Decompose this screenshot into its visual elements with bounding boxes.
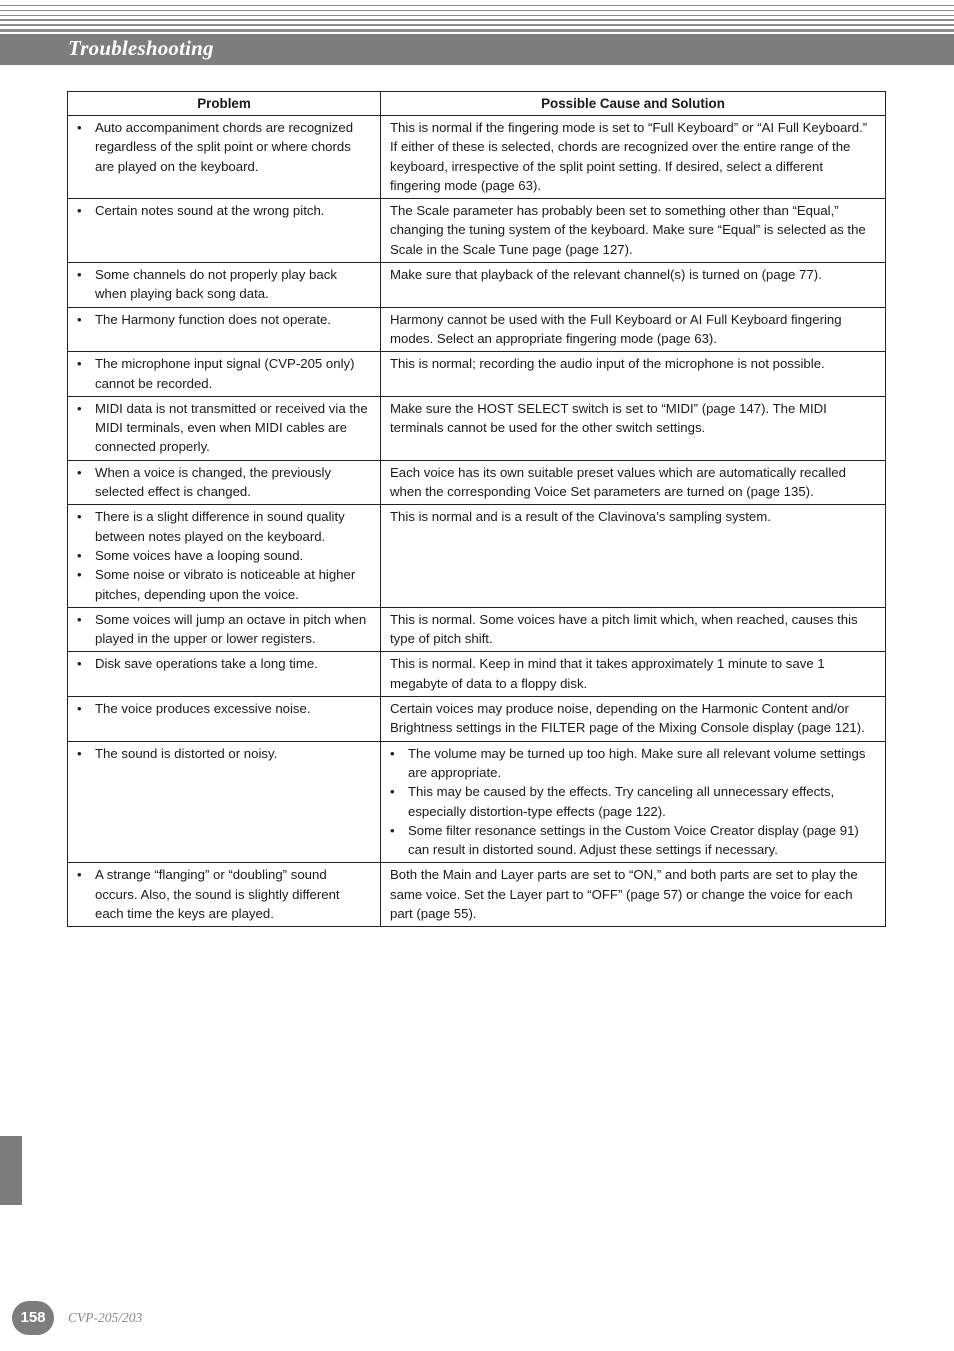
problem-item: • Some voices have a looping sound. — [77, 546, 371, 565]
problem-item: • Some voices will jump an octave in pitch when played in the upper or lower registers. — [77, 610, 371, 649]
table-row — [68, 352, 886, 397]
solution-list — [390, 744, 876, 860]
problem-list — [77, 699, 371, 718]
solution-cell — [381, 741, 886, 863]
problem-cell — [68, 460, 381, 505]
table-row — [68, 199, 886, 263]
table-row — [68, 863, 886, 927]
solution-text: The Scale parameter has probably been set to something other than “Equal,” changing the tuning system of the keyboard. Make sure “Equal” is selected as the Scale in the Scale Tune page (page 127). — [390, 203, 866, 257]
solution-cell — [381, 263, 886, 308]
solution-cell — [381, 652, 886, 697]
problem-item: • Certain notes sound at the wrong pitch. — [77, 201, 371, 220]
problem-item: • Disk save operations take a long time. — [77, 654, 371, 673]
solution-item: • The volume may be turned up too high. Make sure all relevant volume settings are appropriate. — [390, 744, 876, 783]
table-row — [68, 697, 886, 742]
problem-cell — [68, 263, 381, 308]
table-row — [68, 652, 886, 697]
problem-cell — [68, 607, 381, 652]
header-stripe — [0, 24, 954, 26]
page-title: Troubleshooting — [68, 36, 214, 60]
solution-cell — [381, 199, 886, 263]
solution-text: This is normal; recording the audio input of the microphone is not possible. — [390, 356, 825, 372]
problem-list — [77, 654, 371, 673]
problem-item: • The Harmony function does not operate. — [77, 310, 371, 329]
header-stripes — [0, 0, 954, 34]
solution-cell — [381, 307, 886, 352]
solution-text: Certain voices may produce noise, depending on the Harmonic Content and/or Brightness settings in the FILTER page of the Mixing Console display (page 121). — [390, 701, 865, 736]
solution-text: Make sure that playback of the relevant channel(s) is turned on (page 77). — [390, 267, 822, 283]
problem-cell — [68, 116, 381, 199]
header-stripe — [0, 10, 954, 11]
solution-cell — [381, 505, 886, 607]
problem-list — [77, 354, 371, 393]
problem-cell — [68, 741, 381, 863]
solution-text: This is normal if the fingering mode is set to “Full Keyboard” or “AI Full Keyboard.” If either of these is selected, chords are recognized over the entire range of the keyboard, irrespective of the split point setting. If desired, select a different fingering mode (page 63). — [390, 120, 868, 193]
table-row — [68, 741, 886, 863]
problem-cell — [68, 863, 381, 927]
solution-cell — [381, 352, 886, 397]
problem-list — [77, 610, 371, 649]
side-tab — [0, 1136, 22, 1205]
problem-item: • Some channels do not properly play back when playing back song data. — [77, 265, 371, 304]
problem-cell — [68, 199, 381, 263]
page-number: 158 — [12, 1301, 54, 1335]
problem-item: • The microphone input signal (CVP-205 only) cannot be recorded. — [77, 354, 371, 393]
solution-item: • Some filter resonance settings in the Custom Voice Creator display (page 91) can result in distorted sound. Adjust these settings if necessary. — [390, 821, 876, 860]
model-name: CVP-205/203 — [68, 1310, 143, 1325]
solution-text: Make sure the HOST SELECT switch is set to “MIDI” (page 147). The MIDI terminals cannot be used for the other switch settings. — [390, 400, 827, 436]
problem-list — [77, 201, 371, 220]
solution-text: Harmony cannot be used with the Full Keyboard or AI Full Keyboard fingering modes. Select an appropriate fingering mode (page 63). — [390, 311, 842, 346]
solution-text: This is normal and is a result of the Clavinova’s sampling system. — [390, 509, 771, 525]
header-stripe — [0, 19, 954, 21]
column-header-problem: Problem — [68, 92, 381, 116]
problem-list — [77, 463, 371, 502]
solution-cell — [381, 607, 886, 652]
table-body — [68, 116, 886, 927]
problem-item: • MIDI data is not transmitted or received via the MIDI terminals, even when MIDI cables are connected properly. — [77, 399, 371, 457]
solution-cell — [381, 396, 886, 460]
problem-list — [77, 865, 371, 923]
header-stripe — [0, 15, 954, 16]
problem-list — [77, 118, 371, 176]
table-row — [68, 607, 886, 652]
problem-list — [77, 399, 371, 457]
column-header-solution: Possible Cause and Solution — [381, 92, 886, 116]
solution-text: This is normal. Keep in mind that it takes approximately 1 minute to save 1 megabyte of data to a floppy disk. — [390, 656, 825, 691]
table-row — [68, 396, 886, 460]
problem-list — [77, 265, 371, 304]
problem-item: • The voice produces excessive noise. — [77, 699, 371, 718]
table-row — [68, 263, 886, 308]
table-header-row — [68, 92, 886, 116]
problem-item: • Auto accompaniment chords are recognized regardless of the split point or where chords are played on the keyboard. — [77, 118, 371, 176]
problem-cell — [68, 307, 381, 352]
solution-cell — [381, 116, 886, 199]
solution-text: Both the Main and Layer parts are set to “ON,” and both parts are set to play the same voice. Set the Layer part to “OFF” (page 57) or change the voice for each part (page 55). — [390, 867, 858, 921]
solution-cell — [381, 697, 886, 742]
problem-list — [77, 310, 371, 329]
problem-cell — [68, 697, 381, 742]
troubleshooting-table — [67, 91, 886, 927]
table-row — [68, 116, 886, 199]
problem-cell — [68, 505, 381, 607]
problem-item: • The sound is distorted or noisy. — [77, 744, 371, 763]
solution-item: • This may be caused by the effects. Try canceling all unnecessary effects, especially distortion-type effects (page 122). — [390, 782, 876, 821]
problem-item: • There is a slight difference in sound quality between notes played on the keyboard. — [77, 507, 371, 546]
problem-cell — [68, 396, 381, 460]
problem-cell — [68, 652, 381, 697]
problem-list — [77, 744, 371, 763]
problem-item: • Some noise or vibrato is noticeable at higher pitches, depending upon the voice. — [77, 565, 371, 604]
solution-cell — [381, 460, 886, 505]
problem-list — [77, 507, 371, 603]
problem-cell — [68, 352, 381, 397]
header-stripe — [0, 5, 954, 6]
table-row — [68, 505, 886, 607]
problem-item: • When a voice is changed, the previously selected effect is changed. — [77, 463, 371, 502]
table-row — [68, 307, 886, 352]
problem-item: • A strange “flanging” or “doubling” sound occurs. Also, the sound is slightly different each time the keys are played. — [77, 865, 371, 923]
solution-text: This is normal. Some voices have a pitch limit which, when reached, causes this type of pitch shift. — [390, 611, 858, 647]
solution-text: Each voice has its own suitable preset values which are automatically recalled when the corresponding Voice Set parameters are turned on (page 135). — [390, 464, 846, 500]
table-row — [68, 460, 886, 505]
header-stripe — [0, 29, 954, 32]
solution-cell — [381, 863, 886, 927]
